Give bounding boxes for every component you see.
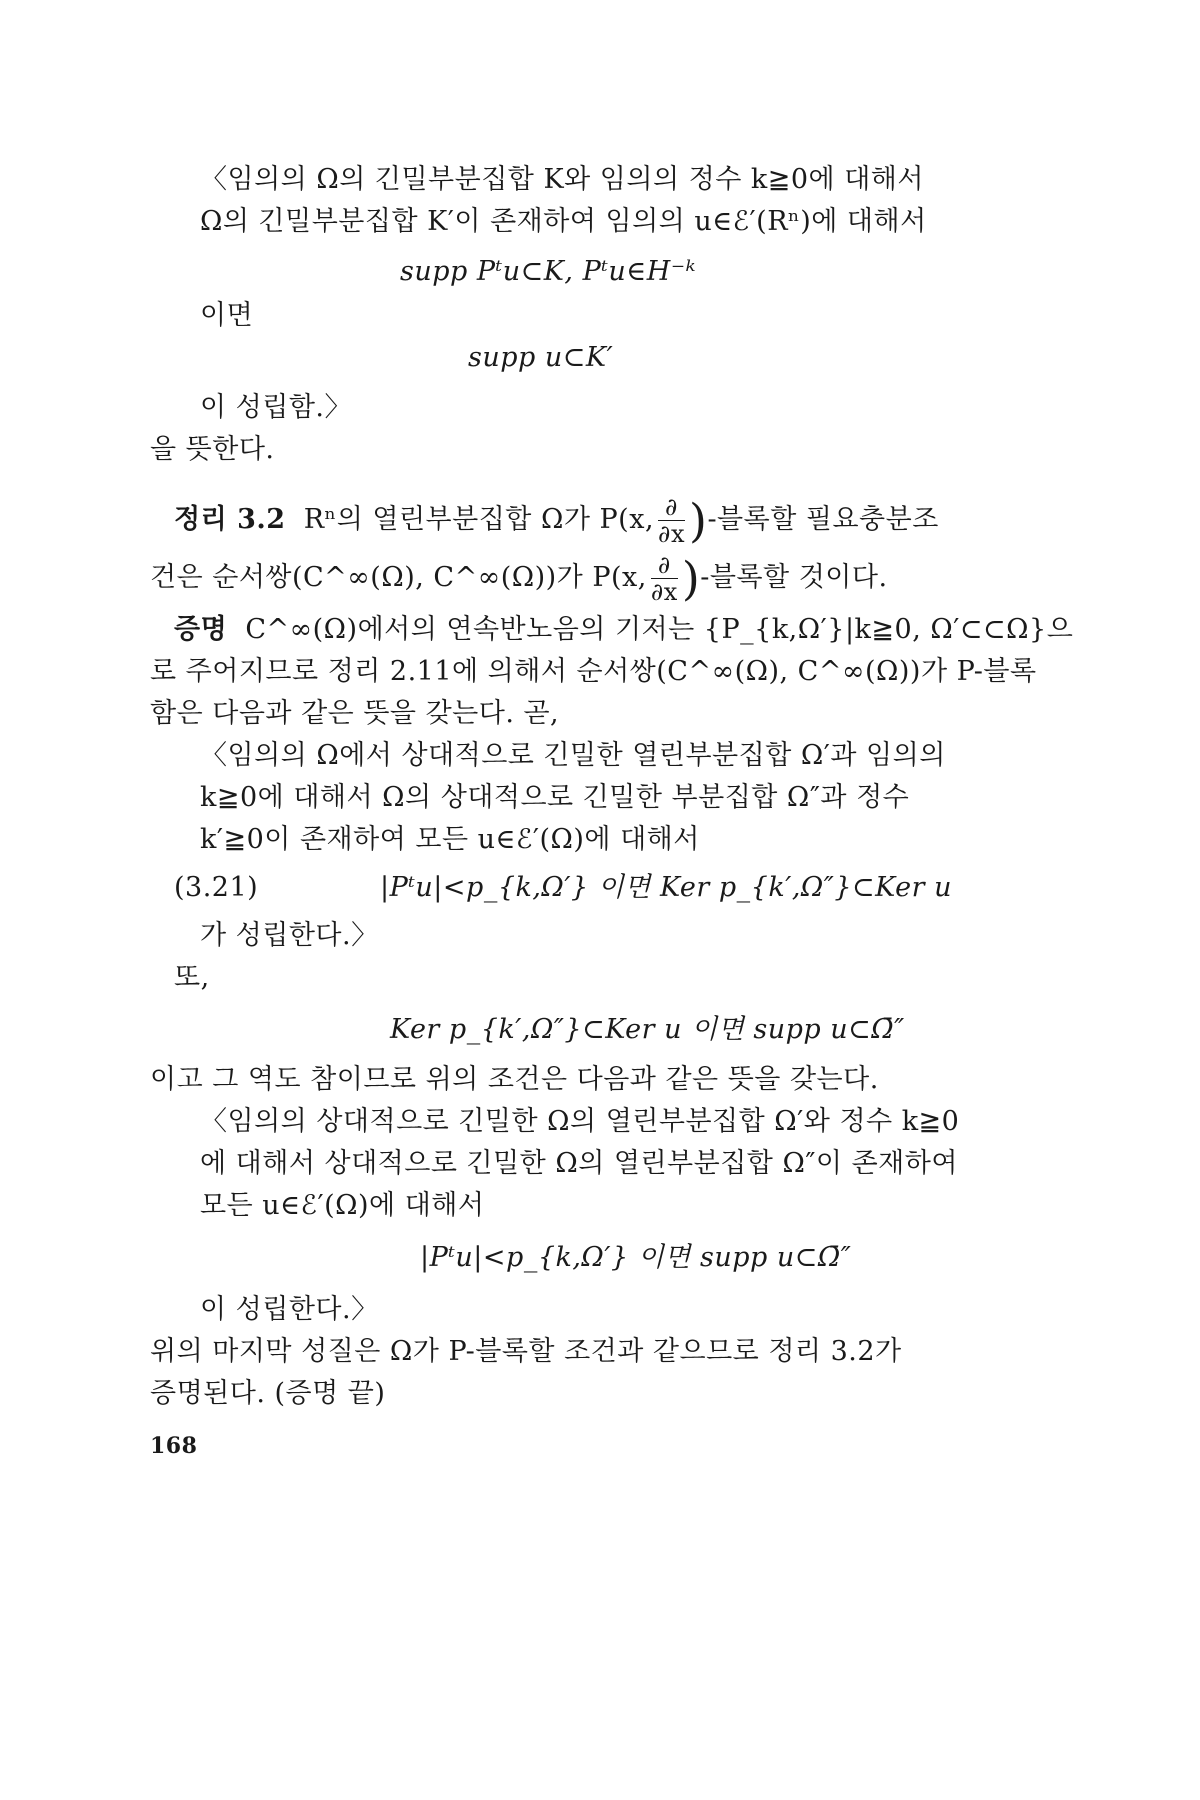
proof-label: 증명 [174,614,228,645]
proof-start [174,610,1073,650]
equation: |Pᵗu|<p_{k,Ω′} 이면 supp u⊂Ω̄″ [420,1242,852,1273]
text-line: 이면 [200,300,254,331]
text-line: 〈임의의 Ω의 긴밀부분집합 K와 임의의 정수 k≧0에 대해서 [200,164,924,195]
fraction-numerator: ∂ [651,552,678,579]
partial-fraction [651,552,678,605]
text-line: 이 성립한다.〉 [200,1294,379,1325]
text-line: k≧0에 대해서 Ω의 상대적으로 긴밀한 부분집합 Ω″과 정수 [200,782,910,813]
theorem-text: Rⁿ의 열린부분집합 Ω가 P(x, [303,504,655,535]
text-line: 증명된다. (증명 끝) [150,1378,386,1409]
theorem-label: 정리 3.2 [174,504,286,535]
equation-label: (3.21) [174,872,259,903]
equation: Ker p_{k′,Ω″}⊂Ker u 이면 supp u⊂Ω̄″ [390,1014,905,1045]
page-number: 168 [150,1433,198,1459]
text-line: 모든 u∈ℰ′(Ω)에 대해서 [200,1190,485,1221]
text-line: 이고 그 역도 참이므로 위의 조건은 다음과 같은 뜻을 갖는다. [150,1064,879,1095]
equation: supp Pᵗu⊂K, Pᵗu∈H⁻ᵏ [400,256,696,287]
equation: |Pᵗu|<p_{k,Ω′} 이면 Ker p_{k′,Ω″}⊂Ker u [380,872,952,903]
theorem-tail: -블록할 필요충분조 [707,504,939,535]
text-line: 에 대해서 상대적으로 긴밀한 Ω의 열린부분집합 Ω″이 존재하여 [200,1148,958,1179]
text-line: 건은 순서쌍(C^∞(Ω), C^∞(Ω))가 P(x, $\frac{\partial}{\partial x}$ )-블록할 것이다. [150,551,888,606]
text-line: 로 주어지므로 정리 2.11에 의해서 순서쌍(C^∞(Ω), C^∞(Ω))가 P-블록 [150,656,1037,687]
text-line: Ω의 긴밀부분집합 K′이 존재하여 임의의 u∈ℰ′(Rⁿ)에 대해서 [200,206,927,237]
fraction-numerator: ∂ [658,494,685,521]
text-line: 함은 다음과 같은 뜻을 갖는다. 곧, [150,698,560,729]
theorem-statement: 정리 3.2 Rⁿ의 열린부분집합 Ω가 P(x, $\frac{\partial}{\partial x}$ )-블록할 필요충분조 [174,493,939,548]
theorem-continuation: 건은 순서쌍(C^∞(Ω), C^∞(Ω))가 P(x, [150,562,647,593]
text-line: k′≧0이 존재하여 모든 u∈ℰ′(Ω)에 대해서 [200,824,700,855]
theorem-continuation-tail: -블록할 것이다. [700,562,888,593]
text-line: 이 성립함.〉 [200,392,352,423]
text-line: 〈임의의 Ω에서 상대적으로 긴밀한 열린부분집합 Ω′과 임의의 [200,740,946,771]
equation: supp u⊂K′ [468,342,614,373]
fraction-denominator: ∂x [650,578,678,606]
text-line: 을 뜻한다. [150,434,275,465]
text-line: 또, [174,962,210,993]
fraction-denominator: ∂x [658,520,685,548]
partial-fraction [658,494,685,547]
proof-text: C^∞(Ω)에서의 연속반노음의 기저는 {P_{k,Ω′}|k≧0, Ω′⊂⊂Ω}으 [245,614,1074,645]
text-line: 위의 마지막 성질은 Ω가 P-블록할 조건과 같으므로 정리 3.2가 [150,1336,902,1367]
text-line: 〈임의의 상대적으로 긴밀한 Ω의 열린부분집합 Ω′와 정수 k≧0 [200,1106,960,1137]
text-line: 가 성립한다.〉 [200,920,379,951]
